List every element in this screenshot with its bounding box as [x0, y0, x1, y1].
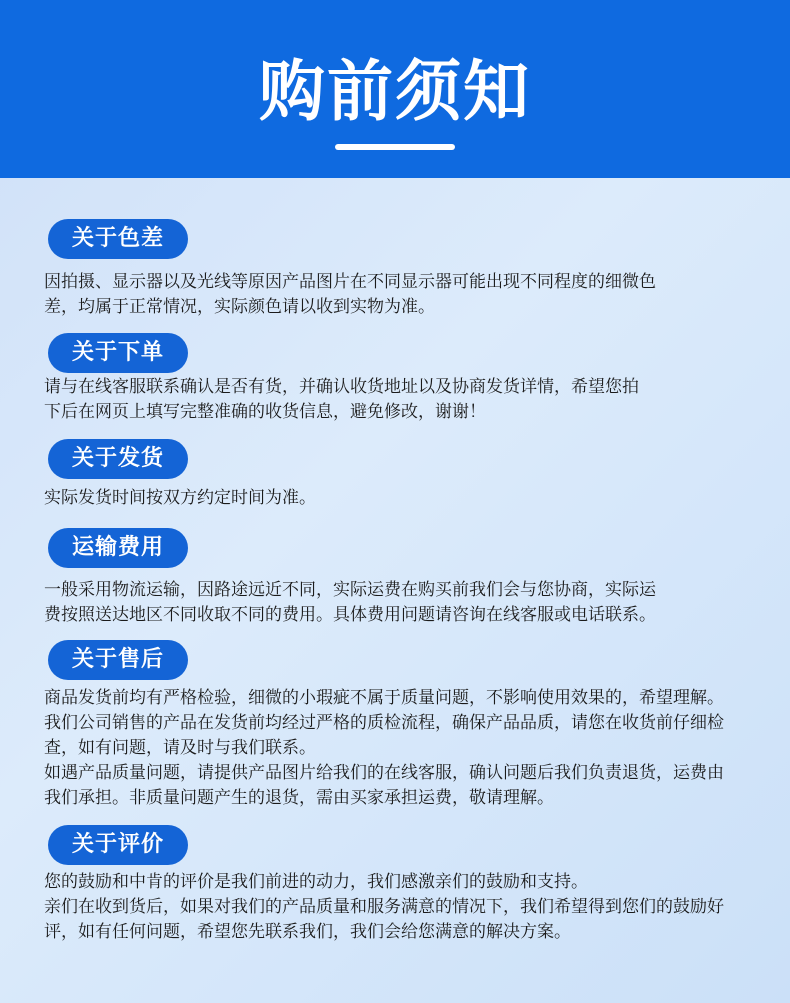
text-line: 一般采用物流运输，因路途远近不同，实际运费在购买前我们会与您协商，实际运 — [44, 580, 656, 600]
section-body-ordering — [44, 375, 754, 425]
text-line: 下后在网页上填写完整准确的收货信息，避免修改，谢谢！ — [44, 402, 486, 422]
section-title-color-difference: 关于色差 — [48, 219, 188, 259]
section-title-ordering: 关于下单 — [48, 333, 188, 373]
section-title-transport-fee: 运输费用 — [48, 528, 188, 568]
section-body-transport-fee — [44, 578, 754, 628]
text-line: 亲们在收到货后，如果对我们的产品质量和服务满意的情况下，我们希望得到您们的鼓励好 — [44, 897, 724, 917]
title-underline — [335, 144, 455, 150]
text-line: 我们公司销售的产品在发货前均经过严格的质检流程，确保产品品质，请您在收货前仔细检 — [44, 713, 724, 733]
text-line: 差，均属于正常情况，实际颜色请以收到实物为准。 — [44, 297, 435, 317]
text-line: 因拍摄、显示器以及光线等原因产品图片在不同显示器可能出现不同程度的细微色 — [44, 272, 656, 292]
text-line: 请与在线客服联系确认是否有货，并确认收货地址以及协商发货详情，希望您拍 — [44, 377, 639, 397]
text-line: 评，如有任何问题，希望您先联系我们，我们会给您满意的解决方案。 — [44, 922, 571, 942]
header-banner — [0, 0, 790, 178]
text-line: 查，如有问题，请及时与我们联系。 — [44, 738, 316, 758]
text-line: 商品发货前均有严格检验，细微的小瑕疵不属于质量问题，不影响使用效果的，希望理解。 — [44, 688, 724, 708]
text-line: 费按照送达地区不同收取不同的费用。具体费用问题请咨询在线客服或电话联系。 — [44, 605, 656, 625]
text-line: 您的鼓励和中肯的评价是我们前进的动力，我们感激亲们的鼓励和支持。 — [44, 872, 588, 892]
section-body-reviews — [44, 870, 754, 945]
section-title-after-sales: 关于售后 — [48, 640, 188, 680]
text-line: 实际发货时间按双方约定时间为准。 — [44, 488, 316, 508]
section-body-after-sales — [44, 686, 754, 811]
text-line: 如遇产品质量问题，请提供产品图片给我们的在线客服，确认问题后我们负责退货，运费由 — [44, 763, 724, 783]
section-title-reviews: 关于评价 — [48, 825, 188, 865]
section-body-shipping — [44, 486, 754, 511]
section-body-color-difference — [44, 270, 754, 320]
page-title: 购前须知 — [259, 53, 531, 130]
text-line: 我们承担。非质量问题产生的退货，需由买家承担运费，敬请理解。 — [44, 788, 554, 808]
section-title-shipping: 关于发货 — [48, 439, 188, 479]
